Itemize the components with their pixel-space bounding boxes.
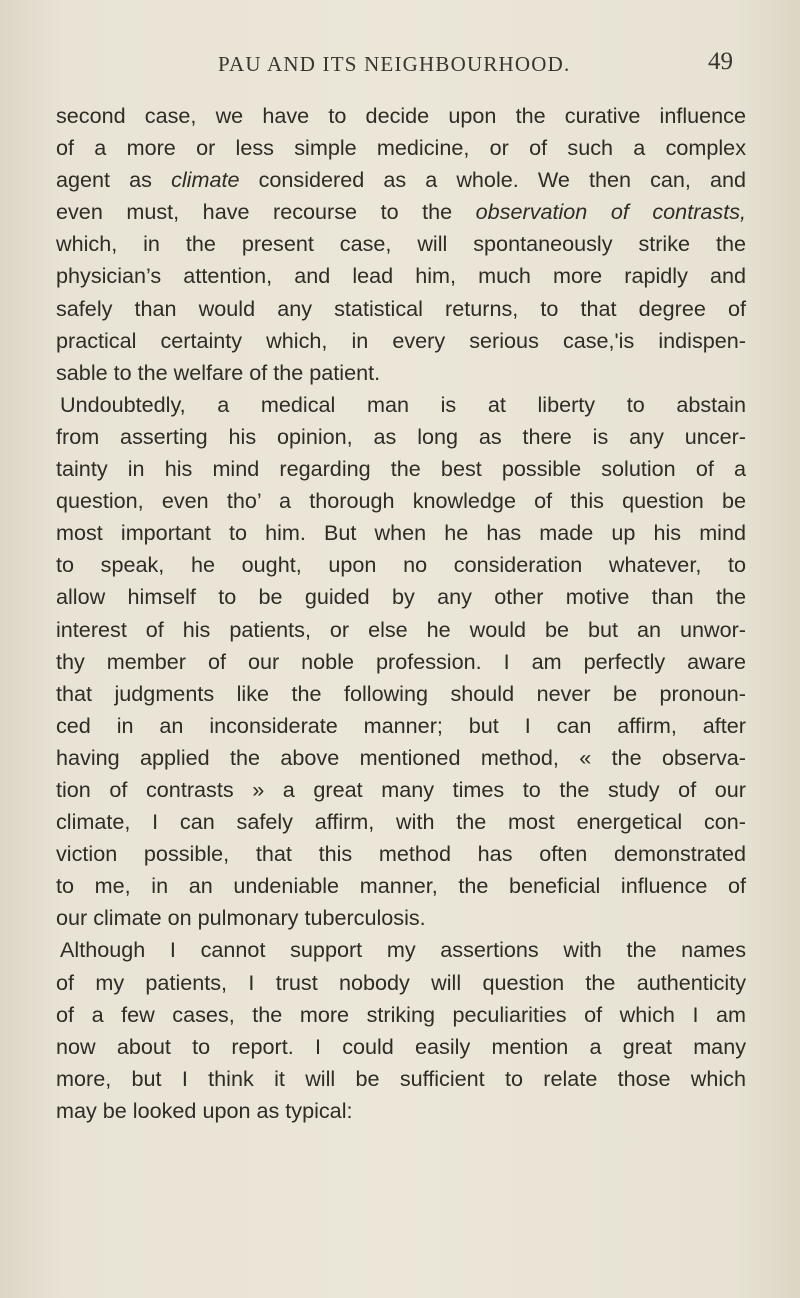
text-line: most important to him. But when he has made up his mind <box>56 520 746 546</box>
text-line: of a few cases, the more striking peculiarities of which I am <box>56 1001 746 1027</box>
text-fragment: even must, have recourse to the <box>56 199 453 225</box>
text-line <box>56 164 746 196</box>
paragraph-start-line: Although I cannot support my assertions with the names <box>60 937 746 963</box>
paragraph-start-line: Undoubtedly, a medical man is at liberty to abstain <box>60 391 746 417</box>
text-line: practical certainty which, in every serious case,'is indispen- <box>56 327 746 353</box>
running-head <box>0 48 800 88</box>
text-line: from asserting his opinion, as long as there is any uncer- <box>56 423 746 449</box>
text-line: which, in the present case, will spontaneously strike the <box>56 231 746 257</box>
text-line: safely than would any statistical returns, to that degree of <box>56 295 746 321</box>
text-line: second case, we have to decide upon the curative influence <box>56 103 746 128</box>
text-line <box>56 196 746 228</box>
text-line: of a more or less simple medicine, or of such a complex <box>56 135 746 161</box>
text-line: of my patients, I trust nobody will question the authenticity <box>56 969 746 995</box>
text-fragment: considered as a whole. We then can, and <box>258 167 747 193</box>
text-line: that judgments like the following should never be pronoun- <box>56 680 746 706</box>
text-line: tion of contrasts » a great many times to the study of our <box>56 776 746 802</box>
text-line: question, even tho’ a thorough knowledge of this question be <box>56 488 746 514</box>
text-line: sable to the welfare of the patient. <box>56 359 381 385</box>
text-line: having applied the above mentioned method, « the observa- <box>56 744 746 770</box>
italic-term-observation: observation of contrasts, <box>475 199 746 225</box>
text-line: to speak, he ought, upon no consideration whatever, to <box>56 552 746 578</box>
text-line: now about to report. I could easily mention a great many <box>56 1033 746 1059</box>
running-title: PAU AND ITS NEIGHBOURHOOD. <box>218 52 571 76</box>
text-line: may be looked upon as typical: <box>56 1097 353 1123</box>
text-line: ced in an inconsiderate manner; but I can affirm, after <box>56 712 746 738</box>
text-line: our climate on pulmonary tuberculosis. <box>56 905 426 931</box>
text-line: more, but I think it will be sufficient to relate those which <box>56 1065 746 1091</box>
text-line: thy member of our noble profession. I am perfectly aware <box>56 648 746 674</box>
text-line: interest of his patients, or else he would be but an unwor- <box>56 616 746 642</box>
text-line: physician’s attention, and lead him, much more rapidly and <box>56 263 746 289</box>
page-number: 49 <box>708 48 733 75</box>
text-line: viction possible, that this method has often demonstrated <box>56 841 746 867</box>
text-fragment: agent as <box>56 167 152 193</box>
italic-term-climate: climate <box>171 167 240 193</box>
text-line: tainty in his mind regarding the best possible solution of a <box>56 456 746 482</box>
body-text <box>56 100 746 1127</box>
text-line: climate, I can safely affirm, with the most energetical con- <box>56 809 746 835</box>
text-line: allow himself to be guided by any other motive than the <box>56 584 746 610</box>
text-line: to me, in an undeniable manner, the beneficial influence of <box>56 873 746 899</box>
